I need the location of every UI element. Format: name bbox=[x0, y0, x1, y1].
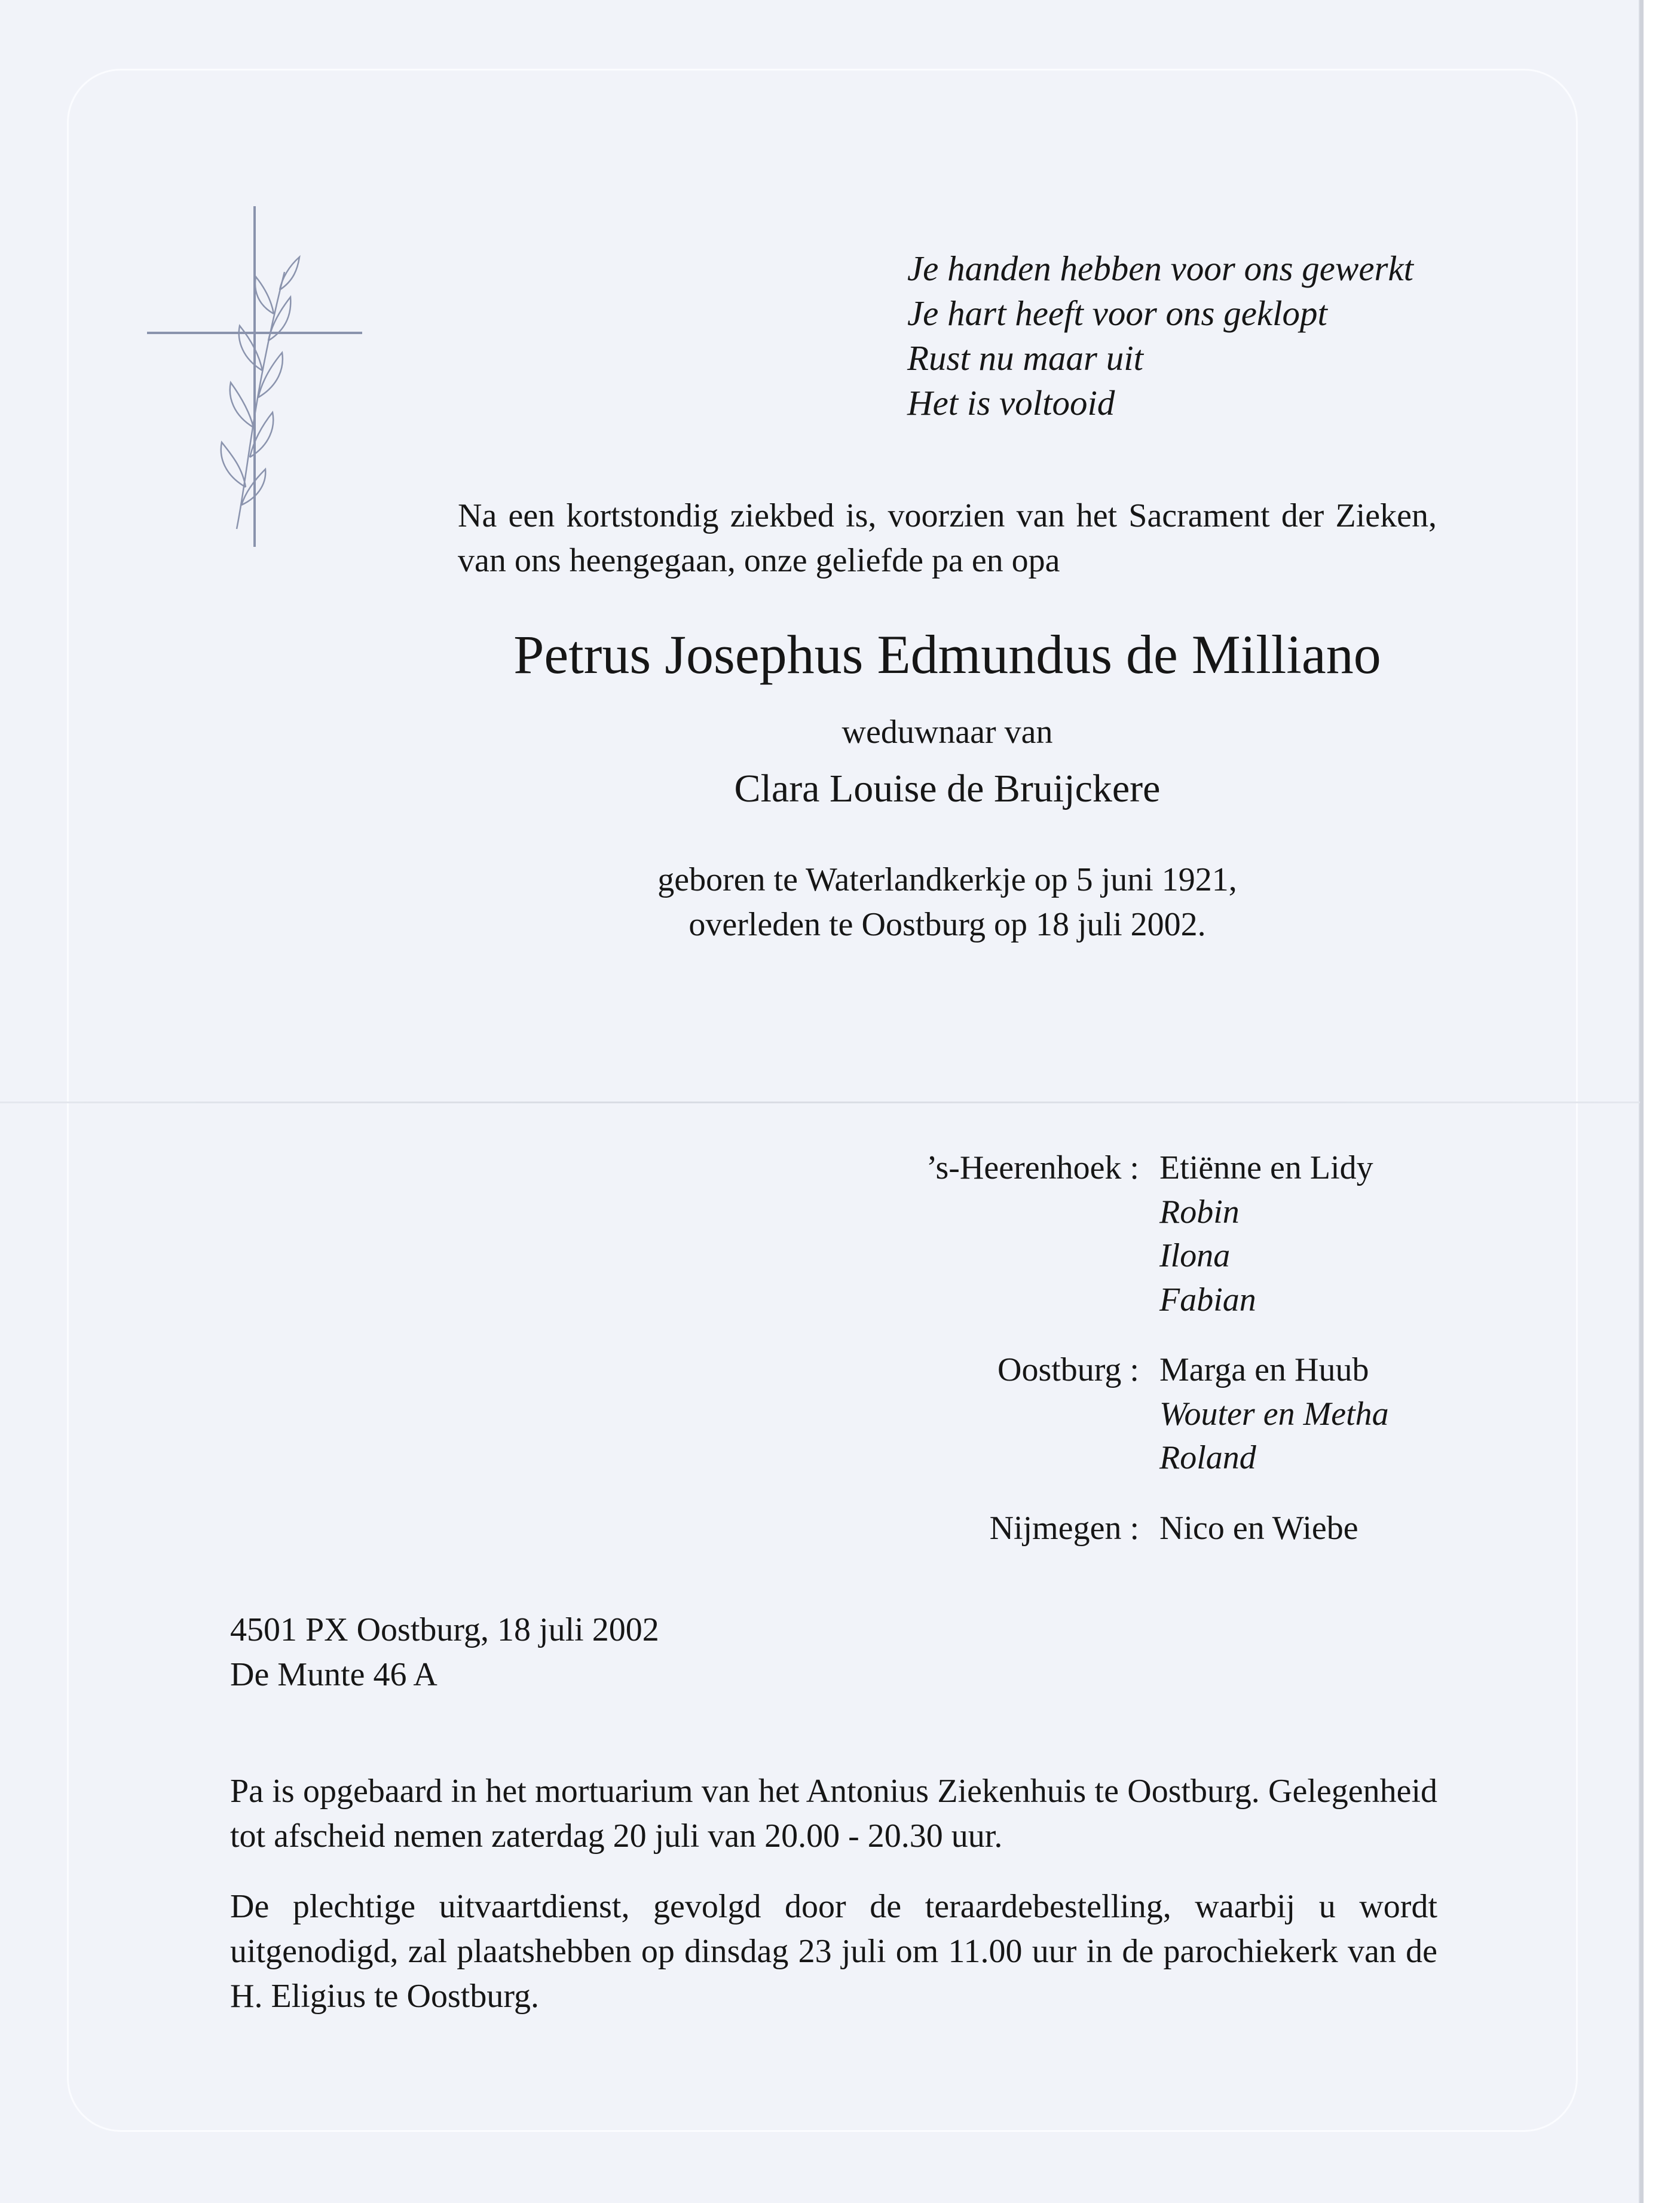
family-group bbox=[657, 1507, 1494, 1551]
poem bbox=[907, 246, 1413, 426]
family-group bbox=[657, 1348, 1494, 1480]
family-sub-member: Robin bbox=[1159, 1193, 1240, 1231]
family-sub-member: Wouter en Metha bbox=[1159, 1395, 1389, 1433]
family-sub-member: Roland bbox=[1159, 1439, 1256, 1476]
family-place: ’s-Heerenhoek : bbox=[926, 1149, 1139, 1186]
funeral-info: De plechtige uitvaartdienst, gevolgd door de teraardebestelling, waarbij u wordt uitgenodigd, zal plaatshebben op dinsdag 23 juli om 11.00 uur in de parochiekerk van de H. Eligius te Oostburg. bbox=[230, 1888, 1437, 2015]
family-members bbox=[1159, 1146, 1373, 1322]
family-members bbox=[1159, 1507, 1358, 1551]
family-sub-member: Fabian bbox=[1159, 1281, 1256, 1318]
cross-with-palm-icon bbox=[147, 206, 362, 553]
card-edge bbox=[1640, 0, 1644, 2203]
family-sub-member: Ilona bbox=[1159, 1237, 1231, 1274]
death-line: overleden te Oostburg op 18 juli 2002. bbox=[688, 906, 1206, 943]
poem-line: Je hart heeft voor ons geklopt bbox=[907, 293, 1327, 333]
announcement-intro: Na een kortstondig ziekbed is, voorzien van het Sacrament der Zieken, van ons heengegaan, onze geliefde pa en opa bbox=[458, 497, 1437, 579]
family-main-member: Etiënne en Lidy bbox=[1159, 1149, 1373, 1186]
poem-line: Je handen hebben voor ons gewerkt bbox=[907, 249, 1414, 288]
family-members bbox=[1159, 1348, 1389, 1480]
poem-line: Rust nu maar uit bbox=[907, 338, 1143, 378]
family-list bbox=[657, 1146, 1494, 1577]
deceased-name: Petrus Josephus Edmundus de Milliano bbox=[513, 624, 1381, 685]
widower-of-label: weduwnaar van bbox=[841, 714, 1053, 751]
family-main-member: Marga en Huub bbox=[1159, 1351, 1369, 1388]
family-place: Nijmegen : bbox=[989, 1509, 1139, 1547]
birth-line: geboren te Waterlandkerkje op 5 juni 1921, bbox=[657, 861, 1237, 898]
address-line: 4501 PX Oostburg, 18 juli 2002 bbox=[230, 1611, 659, 1648]
address-block bbox=[230, 1608, 659, 1697]
viewing-info: Pa is opgebaard in het mortuarium van het Antonius Ziekenhuis te Oostburg. Gelegenheid tot afscheid nemen zaterdag 20 juli van 20.00 - 20.30 uur. bbox=[230, 1773, 1437, 1855]
fold-line bbox=[0, 1102, 1641, 1103]
family-main-member: Nico en Wiebe bbox=[1159, 1509, 1358, 1547]
family-place: Oostburg : bbox=[997, 1351, 1139, 1388]
poem-line: Het is voltooid bbox=[907, 383, 1115, 423]
family-group bbox=[657, 1146, 1494, 1322]
address-line: De Munte 46 A bbox=[230, 1656, 437, 1693]
spouse-name: Clara Louise de Bruijckere bbox=[734, 767, 1161, 810]
